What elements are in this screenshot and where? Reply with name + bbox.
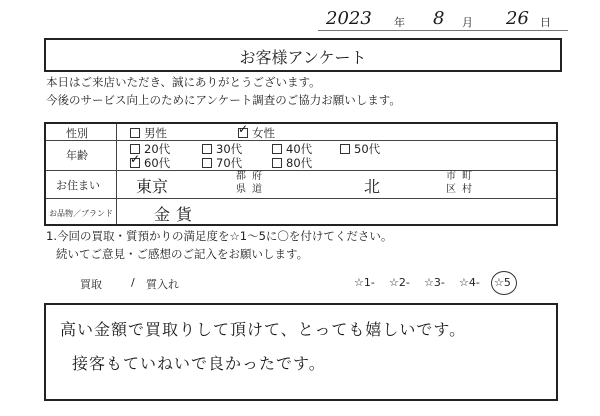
city-value: 北 [364,177,381,196]
age-option-30s[interactable]: 30代 [202,141,242,157]
intro-line-2: 今後のサービス向上のためにアンケート調査のご協力お願いします。 [46,93,401,107]
title-box [44,38,562,72]
checkbox-female[interactable] [238,128,248,138]
selected-rating-circle [491,271,517,295]
label-column-divider [116,124,117,224]
intro-line-1: 本日はご来店いただき、誠にありがとうございます。 [46,75,321,89]
date-year-label: 年 [394,16,405,29]
pref-suffix-do: 道 [252,184,262,195]
prefecture-value: 東京 [136,177,169,196]
pref-suffix-to: 都 [236,171,246,182]
item-value: 金貨 [154,205,199,224]
city-suffix-shi: 市 [446,171,456,182]
service-buy-label: 買取 [80,278,102,291]
pref-suffix-ken: 県 [236,184,246,195]
rating-option-1[interactable]: ☆1- [354,276,375,289]
date-month-label: 月 [462,16,473,29]
checkbox-60s[interactable] [130,158,140,168]
profile-table [44,122,558,226]
age-option-70s[interactable]: 70代 [202,155,242,171]
city-suffix-mura: 村 [462,184,472,195]
city-suffix-ku: 区 [446,184,456,195]
rating-option-3[interactable]: ☆3- [424,276,445,289]
date-month-value: 8 [433,8,445,29]
rating-option-2[interactable]: ☆2- [389,276,410,289]
service-pawn-label: 質入れ [146,278,179,291]
comment-line-2: 接客もていねいで良かったです。 [72,354,326,373]
age-option-40s[interactable]: 40代 [272,141,312,157]
checkbox-50s[interactable] [340,144,350,154]
item-label: お品物／ブランド [49,209,113,218]
checkbox-30s[interactable] [202,144,212,154]
question-1-text: 1.今回の買取・質預かりの満足度を☆1～5に〇を付けてください。 [46,229,393,243]
checkbox-80s[interactable] [272,158,282,168]
question-1-subtext: 続いてご意見・ご感想のご記入をお願いします。 [56,247,309,261]
gender-label: 性別 [66,127,88,140]
date-day-value: 26 [506,8,529,29]
address-label: お住まい [56,179,100,192]
comment-line-1: 高い金額で買取りして頂けて、とっても嬉しいです。 [60,320,467,339]
age-option-20s[interactable]: 20代 [130,141,170,157]
date-day-label: 日 [540,16,551,29]
age-option-60s[interactable]: ✓60代 [130,155,170,171]
row-divider [46,198,556,199]
gender-option-female[interactable]: ✓ 女性 [238,125,275,141]
gender-option-male[interactable]: 男性 [130,125,167,141]
comment-box[interactable] [44,303,558,401]
service-separator: / [131,276,135,289]
rating-option-4[interactable]: ☆4- [459,276,480,289]
age-label: 年齢 [66,149,88,162]
age-option-80s[interactable]: 80代 [272,155,312,171]
date-year-value: 2023 [326,8,372,29]
age-option-50s[interactable]: 50代 [340,141,380,157]
pref-suffix-fu: 府 [252,171,262,182]
date-underline [318,30,568,31]
checkbox-male[interactable] [130,128,140,138]
page-title: お客様アンケート [239,48,367,67]
checkbox-40s[interactable] [272,144,282,154]
rating-option-5[interactable]: ☆5 [494,276,511,289]
city-suffix-machi: 町 [462,171,472,182]
checkbox-70s[interactable] [202,158,212,168]
